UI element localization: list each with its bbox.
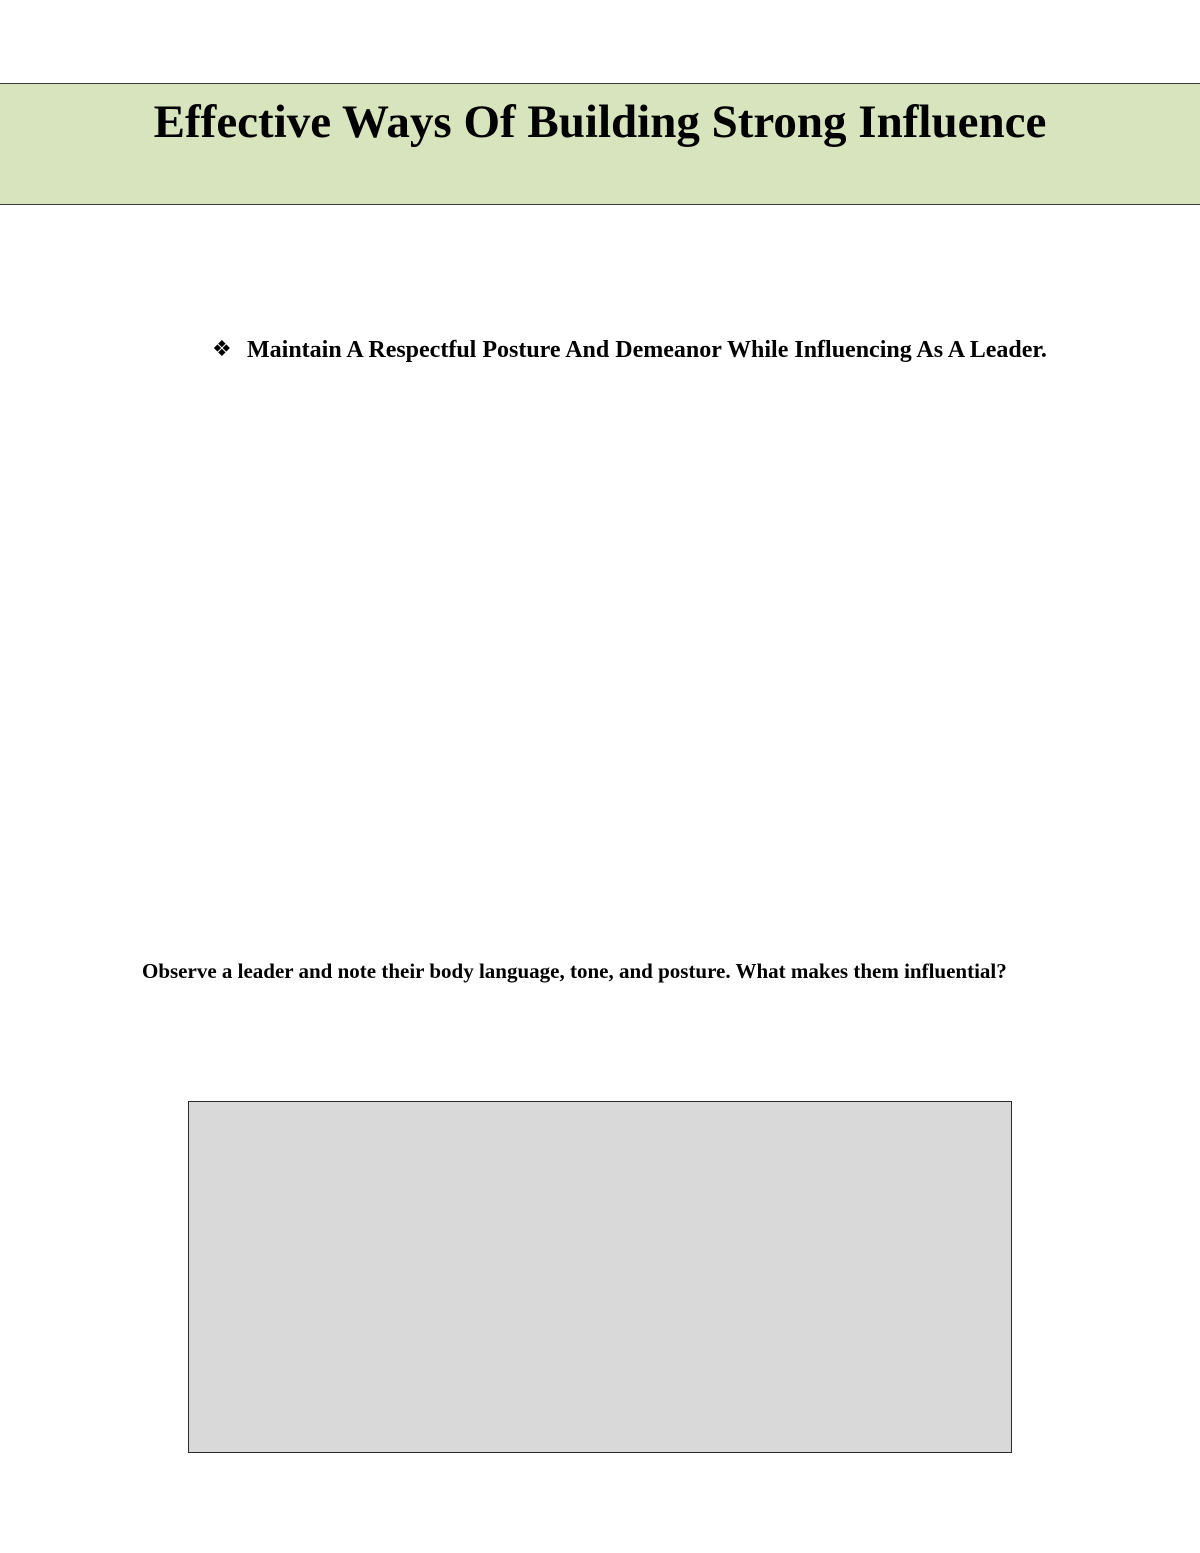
exercise-prompt: Observe a leader and note their body language, tone, and posture. What makes them influential? bbox=[142, 959, 1007, 983]
diamond-bullet-icon: ❖ bbox=[212, 337, 232, 362]
bullet-text: Maintain A Respectful Posture And Demeanor While Influencing As A Leader. bbox=[247, 337, 1047, 363]
page-title: Effective Ways Of Building Strong Influence bbox=[153, 96, 1047, 148]
answer-text-box[interactable] bbox=[188, 1101, 1012, 1453]
